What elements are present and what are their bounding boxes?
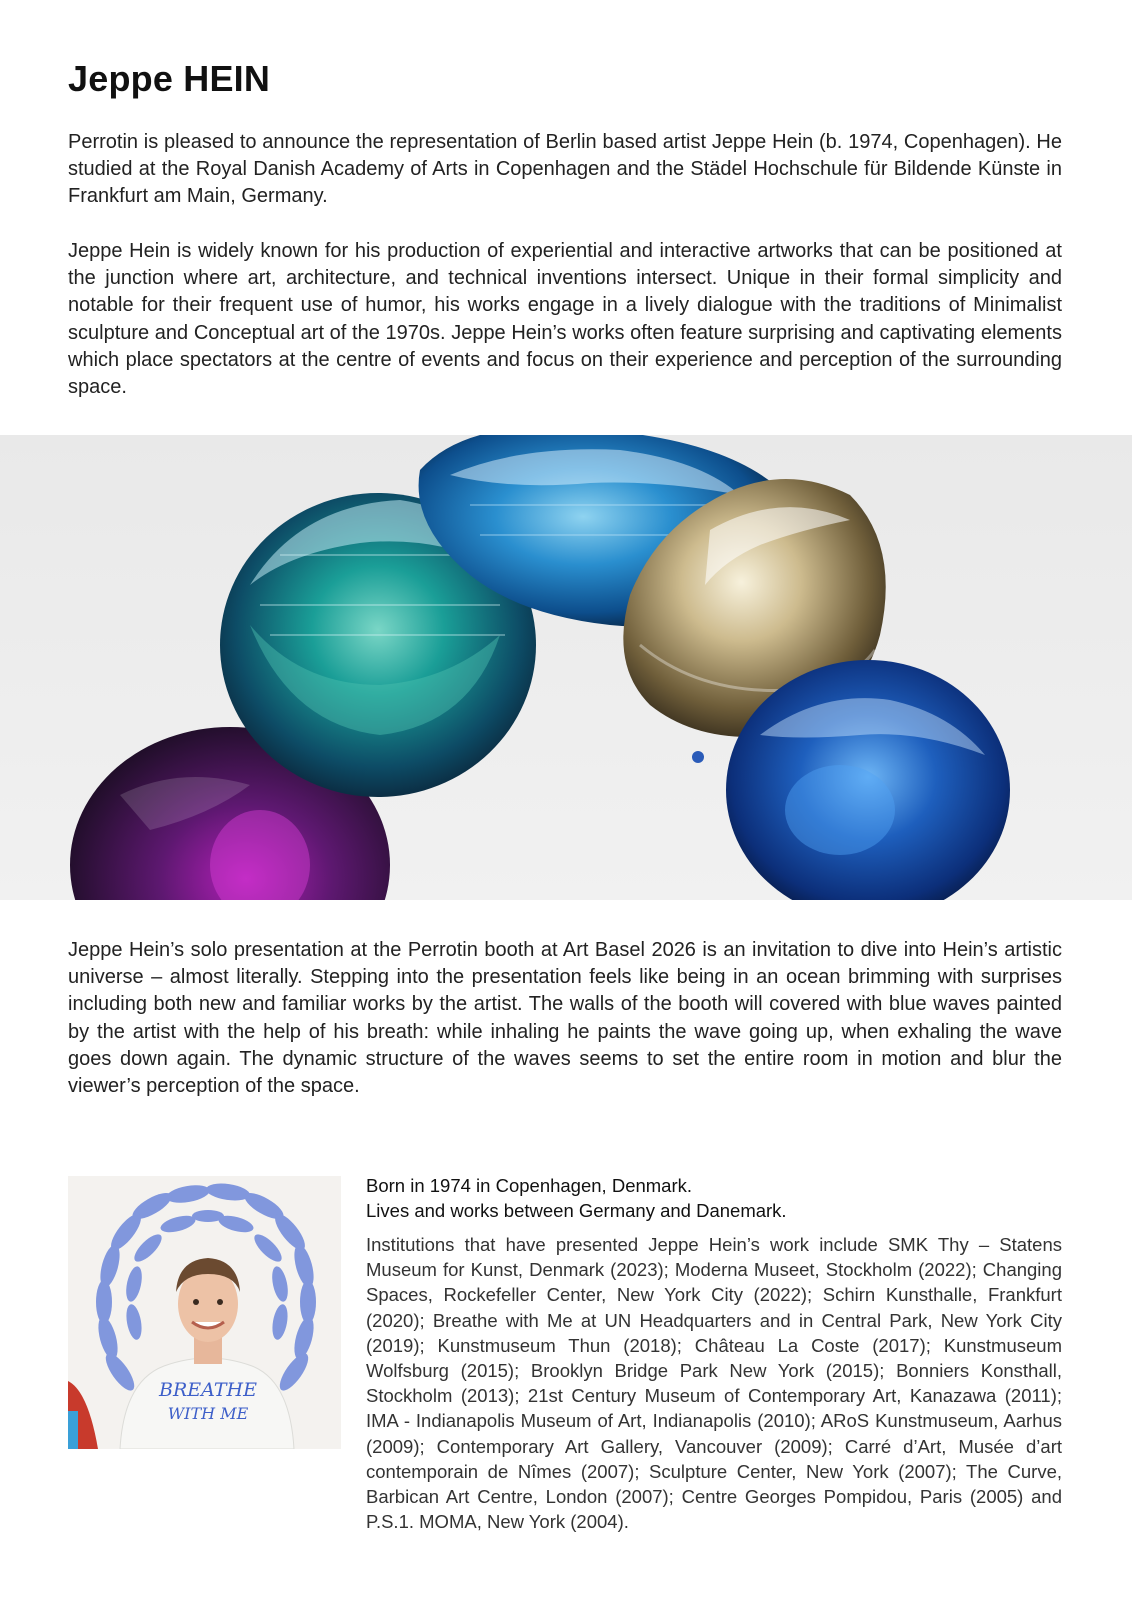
- intro-paragraph-representation: Perrotin is pleased to announce the representation of Berlin based artist Jeppe Hein (b. 1974, Copenhagen). He studied at the Royal Danish Academy of Arts in Copenhagen and the Städel Hochschule für Bildende Künste in Frankfurt am Main, Germany.: [68, 131, 1062, 208]
- artist-portrait-illustration: [68, 1176, 341, 1449]
- artist-name-heading: Jeppe HEIN: [68, 58, 271, 99]
- intro-paragraph-practice: Jeppe Hein is widely known for his production of experiential and interactive artworks that can be positioned at the junction where art, architecture, and technical inventions intersect. Unique in their formal simplicity and notable for their frequent use of humor, his works engage in a lively dialogue with the traditions of Minimalist sculpture and Conceptual art of the 1970s. Jeppe Hein’s works often feature surprising and captivating elements which place spectators at the centre of events and focus on their experience and perception of the surrounding space.: [68, 240, 1062, 399]
- shirt-text-line2: WITH ME: [167, 1404, 249, 1423]
- bio-born-line: Born in 1974 in Copenhagen, Denmark.: [366, 1175, 693, 1196]
- mirror-balloon-sculpture-illustration: [0, 435, 1132, 900]
- bio-lives-line: Lives and works between Germany and Danemark.: [366, 1200, 787, 1221]
- blue-object-shape: [68, 1411, 78, 1449]
- artist-portrait-image: [68, 1176, 341, 1449]
- shirt-text-line1: BREATHE: [159, 1379, 257, 1401]
- presentation-paragraph: Jeppe Hein’s solo presentation at the Perrotin booth at Art Basel 2026 is an invitation to dive into Hein’s artistic universe – almost literally. Stepping into the presentation feels like being in an ocean brimming with surprises including both new and familiar works by the artist. The walls of the booth will covered with blue waves painted by the artist with the help of his breath: while inhaling he paints the wave going up, when exhaling the wave goes down again. The dynamic structure of the waves seems to set the entire room in motion and blur the viewer’s perception of the space.: [68, 939, 1062, 1098]
- bio-institutions-paragraph: Institutions that have presented Jeppe Hein’s work include SMK Thy – Statens Museum for Kunst, Denmark (2023); Moderna Museet, Stockholm (2022); Changing Spaces, Rockefeller Center, New York City (2022); Schirn Kunsthalle, Frankfurt (2020); Breathe with Me at UN Headquarters and in Central Park, New York City (2019); Kunstmuseum Thun (2018); Château La Coste (2017); Kunstmuseum Wolfsburg (2015); Brooklyn Bridge Park New York (2015); Bonniers Konsthall, Stockholm (2013); 21st Century Museum of Contemporary Art, Kanazawa (2011); IMA - Indianapolis Museum of Art, Indianapolis (2010); ARoS Kunstmuseum, Aarhus (2009); Contemporary Art Gallery, Vancouver (2009); Carré d’Art, Musée d’art contemporain de Nîmes (2007); Sculpture Center, New York (2007); The Curve, Barbican Art Centre, London (2007); Centre Georges Pompidou, Paris (2005) and P.S.1. MOMA, New York (2004).: [366, 1234, 1062, 1533]
- artist-bio-block: [366, 1173, 1062, 1534]
- hero-artwork-image: [0, 435, 1132, 900]
